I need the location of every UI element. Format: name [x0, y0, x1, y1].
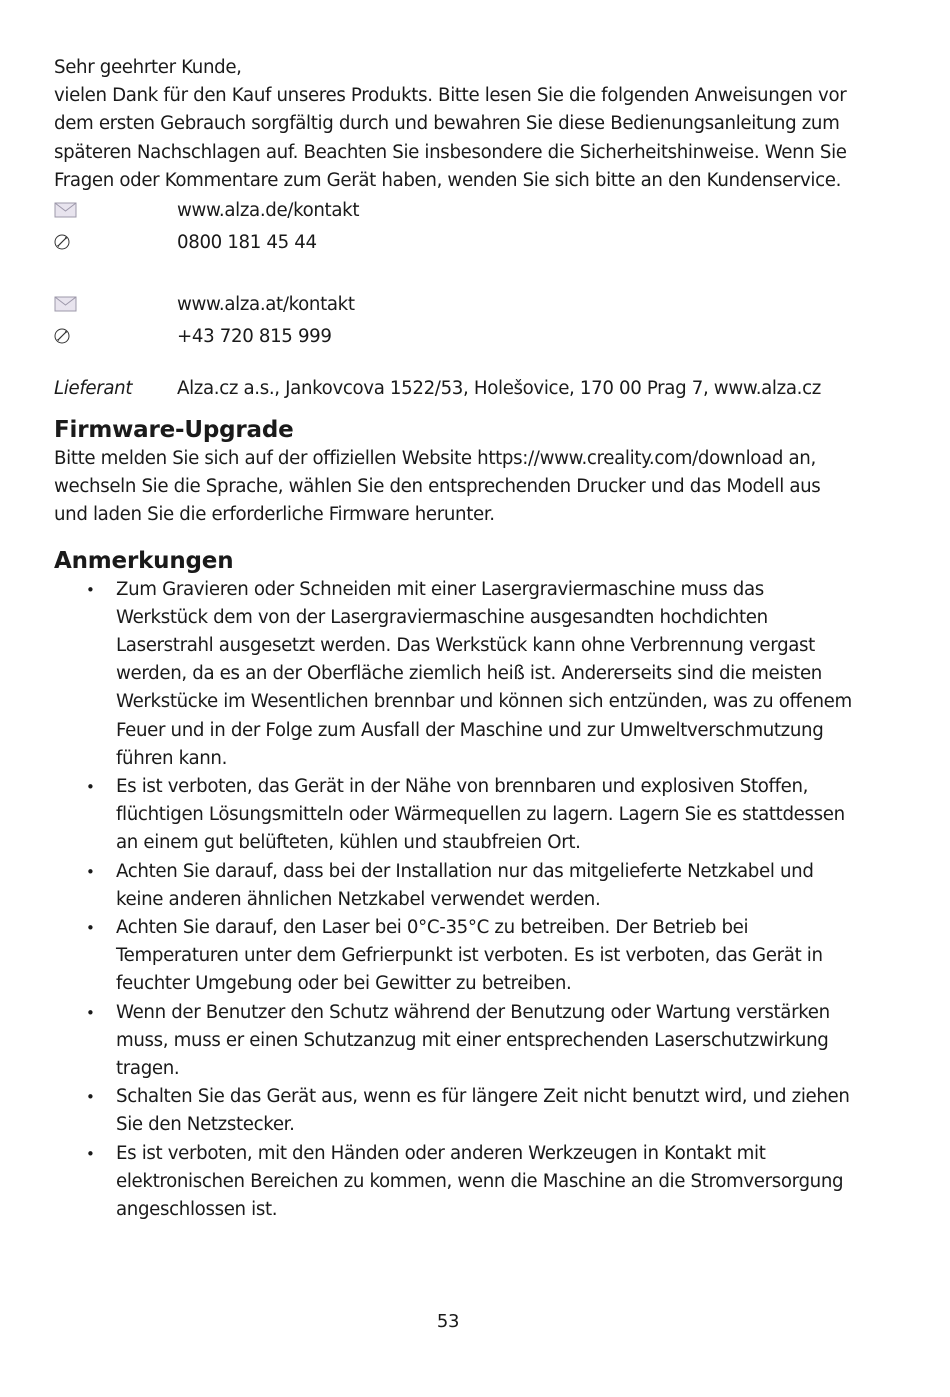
notes-list [54, 576, 854, 1225]
contact-at-web-row [54, 289, 854, 319]
list-item-text: Es ist verboten, mit den Händen oder anderen Werkzeugen in Kontakt mit elektronischen Bereichen zu kommen, wenn die Maschine an die Stromversorgung angeschlossen ist. [116, 1142, 844, 1221]
list-item [54, 858, 854, 914]
bullet-icon: • [86, 1003, 95, 1022]
contact-de-web[interactable]: www.alza.de/kontakt [177, 199, 360, 221]
list-item-text: Achten Sie darauf, den Laser bei 0°C-35°C zu betreiben. Der Betrieb bei Temperaturen unter dem Gefrierpunkt ist verboten. Es ist verboten, das Gerät in feuchter Umgebung oder bei Gewitter zu betreiben. [116, 917, 823, 995]
supplier-value: Alza.cz a.s., Jankovcova 1522/53, Holešovice, 170 00 Prag 7, www.alza.cz [177, 377, 821, 399]
firmware-body: Bitte melden Sie sich auf der offiziellen Website https://www.creality.com/download an, wechseln Sie die Sprache, wählen Sie den entsprechenden Drucker und das Modell aus und laden Sie die erforderliche Firmware herunter. [54, 448, 821, 526]
telephone-icon [54, 327, 177, 345]
intro-body: vielen Dank für den Kauf unseres Produkts. Bitte lesen Sie die folgenden Anweisungen vor dem ersten Gebrauch sorgfältig durch und bewahren Sie diese Bedienungsanleitung zum späteren Nachschlagen auf. Beachten Sie insbesondere die Sicherheitshinweise. Wenn Sie Fragen oder Kommentare zum Gerät haben, wenden Sie sich bitte an den Kundenservice. [54, 85, 847, 191]
list-item-text: Achten Sie darauf, dass bei der Installation nur das mitgelieferte Netzkabel und keine anderen ähnlichen Netzkabel verwendet werden. [116, 860, 814, 910]
bullet-icon: • [86, 778, 95, 797]
list-item-text: Schalten Sie das Gerät aus, wenn es für längere Zeit nicht benutzt wird, und ziehen Sie den Netzstecker. [116, 1086, 850, 1136]
supplier-label: Lieferant [54, 377, 133, 399]
page-number: 53 [436, 1311, 460, 1332]
notes-heading: Anmerkungen [54, 547, 234, 574]
manual-page [54, 54, 854, 1224]
list-item [54, 1083, 854, 1139]
contact-de-phone-row [54, 225, 854, 259]
firmware-heading: Firmware-Upgrade [54, 417, 294, 444]
telephone-icon [54, 233, 177, 251]
contact-at-web[interactable]: www.alza.at/kontakt [177, 293, 355, 315]
envelope-icon [54, 201, 177, 219]
contact-de-web-row [54, 195, 854, 225]
bullet-icon: • [86, 1088, 95, 1107]
bullet-icon: • [86, 919, 95, 938]
list-item [54, 773, 854, 858]
list-item [54, 1140, 854, 1225]
bullet-icon: • [86, 1144, 95, 1163]
bullet-icon: • [86, 580, 95, 599]
envelope-icon [54, 295, 177, 313]
contact-at-phone: +43 720 815 999 [177, 325, 332, 347]
list-item-text: Es ist verboten, das Gerät in der Nähe von brennbaren und explosiven Stoffen, flüchtigen Lösungsmitteln oder Wärmequellen zu lagern. Lagern Sie es stattdessen an einem gut belüfteten, kühlen und staubfreien Ort. [116, 776, 845, 854]
list-item [54, 576, 854, 773]
contact-de-phone: 0800 181 45 44 [177, 231, 317, 253]
bullet-icon: • [86, 862, 95, 881]
list-item [54, 999, 854, 1084]
list-item [54, 914, 854, 999]
list-item-text: Zum Gravieren oder Schneiden mit einer Lasergraviermaschine muss das Werkstück dem von der Lasergraviermaschine ausgesandten hochdichten Laserstrahl ausgesetzt werden. Das Werkstück kann ohne Verbrennung vergast werden, da es an der Oberfläche ziemlich heiß ist. Andererseits sind die meisten Werkstücke im Wesentlichen brennbar und können sich entzünden, was zu offenem Feuer und in der Folge zum Ausfall der Maschine und zur Umweltverschmutzung führen kann. [116, 578, 852, 769]
intro-greeting: Sehr geehrter Kunde, [54, 57, 242, 78]
supplier-row [54, 373, 854, 403]
list-item-text: Wenn der Benutzer den Schutz während der Benutzung oder Wartung verstärken muss, muss er einen Schutzanzug mit einer entsprechenden Laserschutzwirkung tragen. [116, 1001, 830, 1080]
contact-at-phone-row [54, 319, 854, 353]
